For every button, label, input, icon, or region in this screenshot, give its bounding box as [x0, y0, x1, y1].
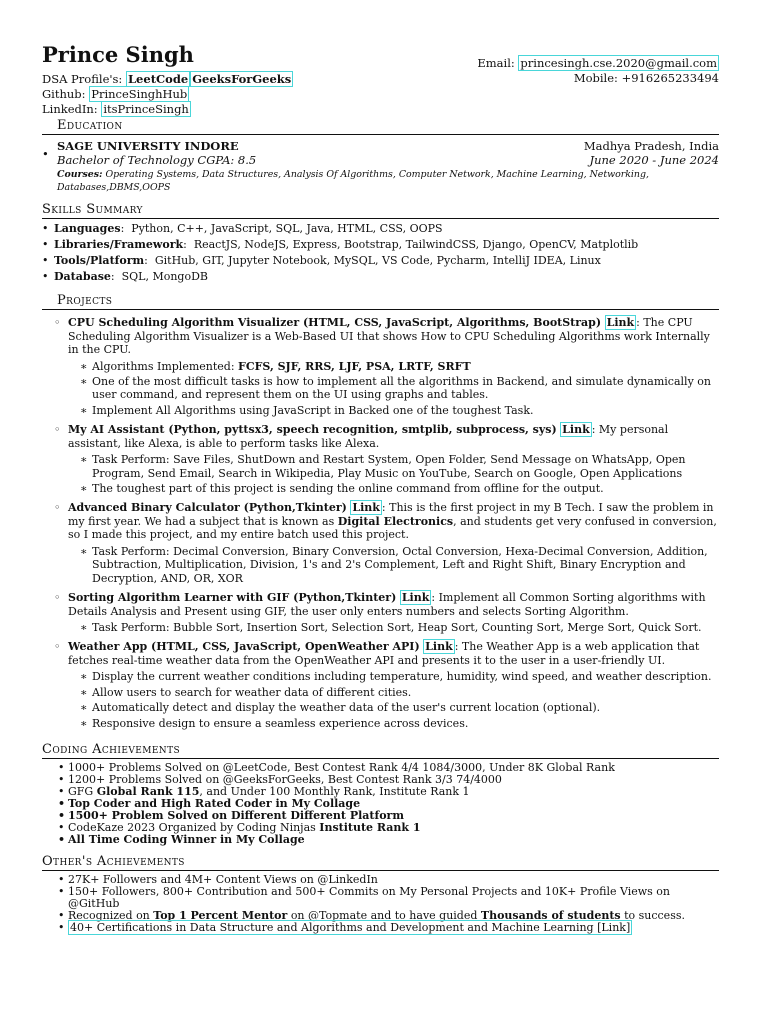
skill-value: SQL, MongoDB	[121, 270, 208, 283]
skill-item: • Tools/Platform: GitHub, GIT, Jupyter Notebook, MySQL, VS Code, Pycharm, IntelliJ IDEA, Linux	[42, 253, 719, 269]
project-detail: ∗ One of the most difficult tasks is how to implement all the algorithms in Backend, and simulate dynamically on user command, and represent them on the UI using graphs and tables.	[42, 375, 719, 402]
projects-heading: Projects	[42, 293, 719, 310]
project-detail: ∗ Responsive design to ensure a seamless experience across devices.	[42, 717, 719, 730]
project-description: My personal assistant, like Alexa, is able to perform tasks like Alexa.	[68, 423, 669, 450]
achievement-text: Recognized on	[68, 909, 150, 923]
degree: Bachelor of Technology CGPA: 8.5	[57, 153, 257, 167]
project-link[interactable]: Link	[562, 423, 590, 437]
achievement-item: • 1000+ Problems Solved on @LeetCode, Best Contest Rank 4/4 1084/3000, Under 8K Global Rank	[42, 762, 719, 774]
project-item: ◦ My AI Assistant (Python, pyttsx3, speech recognition, smtplib, subprocess, sys) Link : My personal assistant, like Alexa, is able to perform tasks like Alexa. ∗ Task Perform: Save Files, ShutDown and Restart System, Open Folder, Send Message on WhatsApp, Open Program, Send Email, Search in Wikipedia, Play Music on YouTube, Search on Google, Open Applications ∗ The toughest part of this project is sending the online command from offline for the output.	[42, 423, 719, 495]
gfg-link[interactable]: GeeksForGeeks	[192, 72, 292, 86]
projects-section	[42, 293, 719, 730]
project-title: Advanced Binary Calculator (Python,Tkinter)	[68, 501, 347, 515]
project-detail: ∗ Automatically detect and display the weather data of the user's current location (optional).	[42, 701, 719, 714]
skill-label: Languages	[54, 222, 121, 235]
achievement-item: • Top Coder and High Rated Coder in My Collage	[42, 798, 719, 810]
achievement-highlight: Global Rank 115	[96, 785, 200, 799]
achievement-item: • 1500+ Problem Solved on Different Different Platform	[42, 810, 719, 822]
project-detail	[42, 360, 719, 373]
resume-page	[42, 40, 719, 934]
email-row	[477, 56, 719, 71]
achievement-text: , and Under 100 Monthly Rank, Institute Rank 1	[199, 785, 470, 799]
achievement-text: on @Topmate and to have guided	[290, 909, 478, 923]
achievement-item: • All Time Coding Winner in My Collage	[42, 834, 719, 846]
project-detail: ∗ Task Perform: Bubble Sort, Insertion Sort, Selection Sort, Heap Sort, Counting Sort, Merge Sort, Quick Sort.	[42, 621, 719, 634]
achievement-item: • 150+ Followers, 800+ Contribution and 500+ Commits on My Personal Projects and 10K+ Profile Views on @GitHub	[42, 886, 719, 910]
achievement-item	[42, 922, 719, 934]
project-link[interactable]: Link	[606, 316, 635, 329]
coding-achievements-section	[42, 742, 719, 846]
project-link[interactable]: Link	[425, 640, 453, 654]
achievement-highlight: Top 1 Percent Mentor	[153, 909, 288, 923]
subject-name: Digital Electronics	[337, 514, 454, 528]
linkedin-link[interactable]: itsPrinceSingh	[103, 102, 189, 116]
project-item: ◦ Weather App (HTML, CSS, JavaScript, OpenWeather API) Link : The Weather App is a web application that fetches real-time weather data from the OpenWeather API and presents it to the user in a user-friendly UI. ∗ Display the current weather conditions including temperature, humidity, wind speed, and weather description. ∗ Allow users to search for weather data of different cities. ∗ Automatically detect and display the weather data of the user's current location (optional). ∗ Responsive design to ensure a seamless experience across devices.	[42, 640, 719, 730]
skill-label: Database	[54, 270, 111, 283]
project-detail: ∗ Display the current weather conditions including temperature, humidity, wind speed, and weather description.	[42, 670, 719, 683]
education-dates: June 2020 - June 2024	[589, 153, 719, 167]
candidate-name: Prince Singh	[42, 42, 194, 67]
project-detail: ∗ Task Perform: Save Files, ShutDown and Restart System, Open Folder, Send Message on WhatsApp, Open Program, Send Email, Search in Wikipedia, Play Music on YouTube, Search on Google, Open Applications	[42, 453, 719, 480]
skill-item: • Database: SQL, MongoDB	[42, 269, 719, 285]
project-link[interactable]: Link	[401, 591, 430, 605]
github-link[interactable]: PrinceSinghHub	[91, 87, 188, 101]
achievement-text: to success.	[624, 909, 685, 923]
project-detail: ∗ The toughest part of this project is sending the online command from offline for the output.	[42, 482, 719, 495]
linkedin-label: LinkedIn:	[42, 102, 98, 116]
achievement-text: GFG	[68, 785, 94, 799]
project-item: ◦ Sorting Algorithm Learner with GIF (Python,Tkinter) Link : Implement all Common Sorting algorithms with Details Analysis and Present using GIF, the user only enters numbers and selects Sorting Algorithm. ∗ Task Perform: Bubble Sort, Insertion Sort, Selection Sort, Heap Sort, Counting Sort, Merge Sort, Quick Sort.	[42, 591, 719, 634]
other-achievements-section	[42, 854, 719, 934]
skill-item: • Libraries/Framework: ReactJS, NodeJS, Express, Bootstrap, TailwindCSS, Django, OpenCV, Matplotlib	[42, 237, 719, 253]
dsa-label: DSA Profile's:	[42, 72, 123, 86]
certifications-link[interactable]: 40+ Certifications in Data Structure and Algorithms and Development and Machine Learning [Link]	[70, 921, 631, 935]
courses	[57, 169, 719, 194]
achievement-highlight: Thousands of students	[480, 909, 621, 923]
profile-links	[42, 72, 293, 117]
achievement-text: CodeKaze 2023 Organized by Coding Ninjas	[68, 821, 316, 835]
school-location: Madhya Pradesh, India	[583, 139, 719, 153]
skill-value: Python, C++, JavaScript, SQL, Java, HTML, CSS, OOPS	[131, 222, 443, 235]
detail-label: Algorithms Implemented:	[92, 359, 235, 373]
skills-section	[42, 202, 719, 285]
courses-list: Operating Systems, Data Structures, Analysis Of Algorithms, Computer Network, Machine Learning, Networking, Databases,DBMS,OOPS	[57, 169, 649, 193]
skill-value: ReactJS, NodeJS, Express, Bootstrap, TailwindCSS, Django, OpenCV, Matplotlib	[193, 238, 639, 251]
linkedin-row	[42, 102, 293, 117]
project-title: CPU Scheduling Algorithm Visualizer (HTML, CSS, JavaScript, Algorithms, BootStrap)	[68, 316, 602, 329]
skills-heading: Skills Summary	[42, 202, 719, 219]
github-label: Github:	[42, 87, 86, 101]
contact-info	[477, 56, 719, 86]
github-row	[42, 87, 293, 102]
achievement-item: • 1200+ Problems Solved on @GeeksForGeeks, Best Contest Rank 3/3 74/4000	[42, 774, 719, 786]
achievement-item: • 27K+ Followers and 4M+ Content Views on @LinkedIn	[42, 874, 719, 886]
project-link[interactable]: Link	[352, 501, 380, 515]
project-description: This is the first project in my B Tech. I saw the problem in my first year. We had a subject that is known as	[68, 501, 714, 528]
project-description: The CPU Scheduling Algorithm Visualizer is a Web-Based UI that shows How to CPU Scheduling Algorithms work Internally in the CPU.	[68, 316, 710, 356]
project-title: My AI Assistant (Python, pyttsx3, speech recognition, smtplib, subprocess, sys)	[68, 423, 557, 437]
project-description: The Weather App is a web application that fetches real-time weather data from the OpenWeather API and presents it to the user in a user-friendly UI.	[68, 640, 700, 667]
project-description: Implement all Common Sorting algorithms with Details Analysis and Present using GIF, the user only enters numbers and selects Sorting Algorithm.	[68, 591, 706, 618]
leetcode-link[interactable]: LeetCode	[127, 72, 189, 86]
courses-label: Courses:	[57, 169, 103, 180]
bullet-icon: •	[42, 147, 49, 161]
dsa-profiles-row	[42, 72, 293, 87]
project-detail: ∗ Implement All Algorithms using JavaScript in Backed one of the toughest Task.	[42, 404, 719, 417]
project-item: ◦ Advanced Binary Calculator (Python,Tkinter) Link : This is the first project in my B Tech. I saw the problem in my first year. We had a subject that is known as Digital Electronics, and students get very confused in conversion, so I made this project, and my entire batch used this project. ∗ Task Perform: Decimal Conversion, Binary Conversion, Octal Conversion, Hexa-Decimal Conversion, Addition, Subtraction, Multiplication, Division, 1's and 2's Complement, Left and Right Shift, Binary Encryption and Decryption, AND, OR, XOR	[42, 501, 719, 585]
skill-value: GitHub, GIT, Jupyter Notebook, MySQL, VS Code, Pycharm, IntelliJ IDEA, Linux	[154, 254, 601, 267]
project-title: Weather App (HTML, CSS, JavaScript, OpenWeather API)	[68, 640, 420, 654]
skill-label: Libraries/Framework	[54, 238, 184, 251]
project-item: ◦ CPU Scheduling Algorithm Visualizer (HTML, CSS, JavaScript, Algorithms, BootStrap) Link : The CPU Scheduling Algorithm Visualizer is a Web-Based UI that shows How to CPU Scheduling Algorithms work Internally in the CPU. ∗ Algorithms Implemented: FCFS, SJF, RRS, LJF, PSA, LRTF, SRFT ∗ One of the most difficult tasks is how to implement all the algorithms in Backend, and simulate dynamically on user command, and represent them on the UI using graphs and tables. ∗ Implement All Algorithms using JavaScript in Backed one of the toughest Task.	[42, 316, 719, 417]
education-heading: Education	[42, 118, 719, 135]
project-detail: ∗ Allow users to search for weather data of different cities.	[42, 686, 719, 699]
education-section	[42, 118, 719, 194]
other-achievements-heading: Other's Achievements	[42, 854, 719, 871]
skill-item: • Languages: Python, C++, JavaScript, SQL, Java, HTML, CSS, OOPS	[42, 221, 719, 237]
resume-header	[42, 44, 719, 114]
mobile-text: Mobile: +916265233494	[573, 71, 719, 85]
algorithms-list: FCFS, SJF, RRS, LJF, PSA, LRTF, SRFT	[238, 359, 471, 373]
email-label: Email:	[477, 56, 515, 70]
school-name: SAGE UNIVERSITY INDORE	[57, 139, 239, 153]
email-link[interactable]: princesingh.cse.2020@gmail.com	[520, 56, 717, 70]
project-detail: ∗ Task Perform: Decimal Conversion, Binary Conversion, Octal Conversion, Hexa-Decimal Conversion, Addition, Subtraction, Multiplication, Division, 1's and 2's Complement, Left and Right Shift, Binary Encryption and Decryption, AND, OR, XOR	[42, 545, 719, 585]
achievement-highlight: Institute Rank 1	[319, 821, 421, 835]
education-entry	[42, 139, 719, 194]
coding-achievements-heading: Coding Achievements	[42, 742, 719, 759]
project-description-cont: , and students get very confused in conversion, so I made this project, and my entire batch used this project.	[68, 514, 717, 542]
skill-label: Tools/Platform	[54, 254, 145, 267]
project-title: Sorting Algorithm Learner with GIF (Python,Tkinter)	[68, 591, 397, 605]
